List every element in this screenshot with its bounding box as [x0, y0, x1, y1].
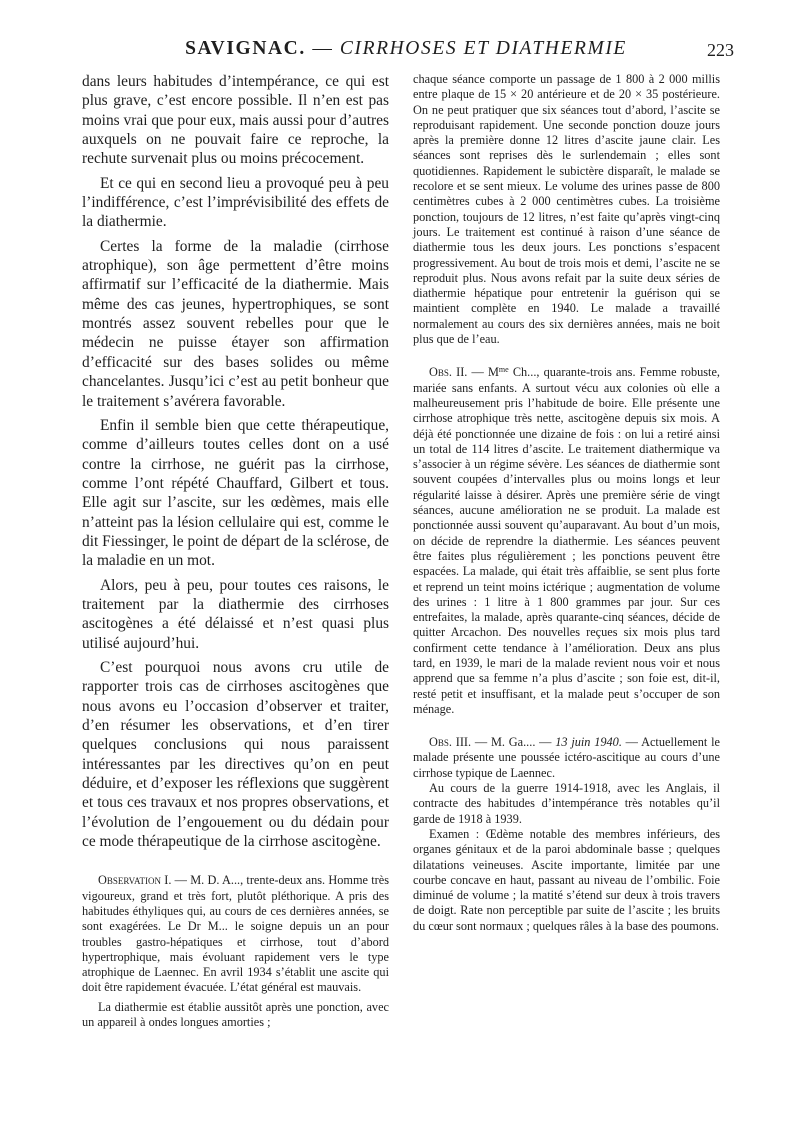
observation-1-treatment: La diathermie est établie aussitôt après une ponction, avec un appareil à ondes longues amorties ; [82, 999, 389, 1030]
observation-3-text-b: — Actuellement le malade présente une poussée ictéro-ascitique au cours d’une cirrhose typique de Laennec. [413, 735, 720, 780]
observation-1 [82, 873, 389, 1030]
header-title: CIRRHOSES ET DIATHERMIE [339, 38, 627, 59]
observation-2-text-a: — M [467, 365, 499, 380]
observation-3 [413, 735, 720, 781]
observation-1-paragraph [82, 873, 389, 995]
left-paragraph-3: Certes la forme de la maladie (cirrhose atrophique), son âge permettent d’être moins affirmatif sur l’efficacité de la diathermie. Mais même des cas jeunes, hypertrophiques, se sont montrés assez souvent rebelles pour que le médecin ne puisse étayer son affirmation d’efficacité sur des bases solides ou même chancelantes. Jusqu’ici c’est au petit bonheur que le traitement s’avérera favorable. [82, 237, 389, 410]
left-paragraph-2: Et ce qui en second lieu a provoqué peu à peu l’indifférence, c’est l’imprévisibilité des effets de la diathermie. [82, 174, 389, 231]
observation-3-examination: Examen : Œdème notable des membres inférieurs, des organes génitaux et de la paroi abdominale basse ; quelques dilatations veineuses. Ascite importante, limitée par une courbe concave en haut, passant au niveau de l’ombilic. Foie diminué de volume ; la matité s’étend sur deux à trois travers de doigt. Rate non perceptible par suite de l’ascite ; les bruits du cœur sont normaux ; quelques râles à la base des poumons. [413, 826, 720, 933]
observation-1-continued: chaque séance comporte un passage de 1 800 à 2 000 millis entre plaque de 15 × 20 antérieure et de 20 × 35 postérieure. On ne peut pratiquer que six séances tout d’abord, l’ascite se reproduisant rapidement. Une seconde ponction douze jours après la première donne 12 litres d’ascite jaune clair. Les séances sont reprises dès le surlendemain ; elles sont quotidiennes. Rapidement le subictère disparaît, le malade se recolore et se sent mieux. Le volume des urines passe de 800 centimètres cubes à 2 000 centimètres cubes. La troisième ponction, toujours de 12 litres, n’est faite qu’après vingt-cinq jours. Le traitement est continué à raison d’une séance de diathermie tous les deux jours. Les ponctions s’espacent progressivement. Au bout de trois mois et demi, l’ascite ne se reproduit plus. Nous avons refait par la suite deux séries de diathermie hépatique pour entretenir la guérison qui se maintient complète en 1940. Le malade a travaillé normalement au cours des six dernières années, mais ne boit plus que de l’eau. [413, 72, 720, 347]
observation-3-label: Obs. III. [429, 735, 472, 750]
observation-2 [413, 365, 720, 717]
observation-3-text-a: — M. Ga.... — [471, 735, 556, 750]
left-paragraph-5: Alors, peu à peu, pour toutes ces raisons, le traitement par la diathermie des cirrhoses ascitogènes a été délaissé et n’est quasi plus utilisé aujourd’hui. [82, 576, 389, 652]
observation-3-date: 13 juin 1940. [555, 735, 622, 750]
left-paragraph-4: Enfin il semble bien que cette thérapeutique, comme d’ailleurs toutes celles dont on a usé contre la cirrhose, ne guérit pas la cirrhose, comme l’ont répété Chauffard, Gilbert et tous. Elle agit sur l’ascite, sur les œdèmes, mais elle n’atteint pas la lésion cellulaire qui est, comme le dit Fiessinger, le point de départ de la sclérose, de la maladie en un mot. [82, 416, 389, 570]
header-dash: — [305, 38, 340, 59]
observation-2-superscript: me [498, 365, 509, 375]
page-number: 223 [707, 40, 734, 60]
right-column [413, 72, 720, 934]
observation-2-label: Obs. II. [429, 365, 468, 380]
running-title [78, 38, 734, 60]
observation-2-text-b: Ch..., quarante-trois ans. Femme robuste, mariée sans enfants. A surtout vécu aux colonies où elle a malheureusement pris l’habitude de boire. Elle présente une cirrhose atrophique très nette, ascitogène depuis six mois. A déjà été ponctionnée une dizaine de fois : on lui a retiré ainsi un total de 114 litres d’ascite. Le traitement diathermique va s’associer à un régime sévère. Les séances de diathermie sont souvent coupées d’intervalles plus ou moins longs et leur régularité laisse à désirer. Après une première série de vingt séances, aucune amélioration ne se produit. La malade est ponctionnée aussi souvent qu’auparavant. Au bout d’un mois, on décide de reprendre la diathermie. Les séances peuvent être faites plus régulièrement ; les ponctions peuvent être espacées. La malade, qui était très affaiblie, se sent plus forte et reprend un teint moins ictérique ; augmentation de volume des urines : 1 litre à 1 800 grammes par jour. Sur ces entrefaites, la malade, après quarante-cinq séances, décide de quitter Arcachon. Des nouvelles reçues six mois plus tard confirment cette tendance à l’amélioration. Deux ans plus tard, en 1939, le mari de la malade revient nous voir et nous apprend que sa femme n’a plus d’ascite ; son foie est, dit-il, resté petit et insuffisant, et la malade peut s’occuper de son ménage. [413, 365, 720, 716]
left-paragraph-1: dans leurs habitudes d’intempérance, ce qui est plus grave, c’est encore possible. Il n’en est pas moins vrai que pour eux, mais aussi pour d’autres auxquels on ne pouvait faire ce reproche, la rechute survenait plus ou moins précocement. [82, 73, 389, 168]
observation-1-label: Observation I. [98, 873, 172, 888]
observation-1-text: — M. D. A..., trente-deux ans. Homme très vigoureux, grand et très fort, plutôt pléthorique. A pris des habitudes éthyliques qui, au cours de ces dernières années, se sont exagérées. Le Dr M... le soigne depuis un an pour troubles gastro-hépatiques et cirrhose, tout d’abord hypertrophique, mais évoluant rapidement vers le type atrophique de Laennec. En avril 1934 s’établit une ascite qui doit être rapidement évacuée. L’état général est mauvais. [82, 873, 389, 995]
left-column [82, 72, 389, 1030]
running-header [78, 38, 734, 68]
left-paragraph-6: C’est pourquoi nous avons cru utile de rapporter trois cas de cirrhoses ascitogènes que nous avons eu l’occasion d’observer et traiter, d’en résumer les observations, et d’en tirer quelques conclusions qui nous paraissent intéressantes par les directives qu’on en peut déduire, et d’exposer les réflexions que suggèrent et tous ces travaux et nos propres observations, et l’évolution de l’engouement ou du dédain pour ce mode thérapeutique de la cirrhose ascitogène. [82, 658, 389, 851]
observation-3-history: Au cours de la guerre 1914-1918, avec les Anglais, il contracte des habitudes d’intempérance très notables qu’il garde de 1918 à 1939. [413, 781, 720, 826]
header-author: SAVIGNAC. [185, 38, 306, 59]
